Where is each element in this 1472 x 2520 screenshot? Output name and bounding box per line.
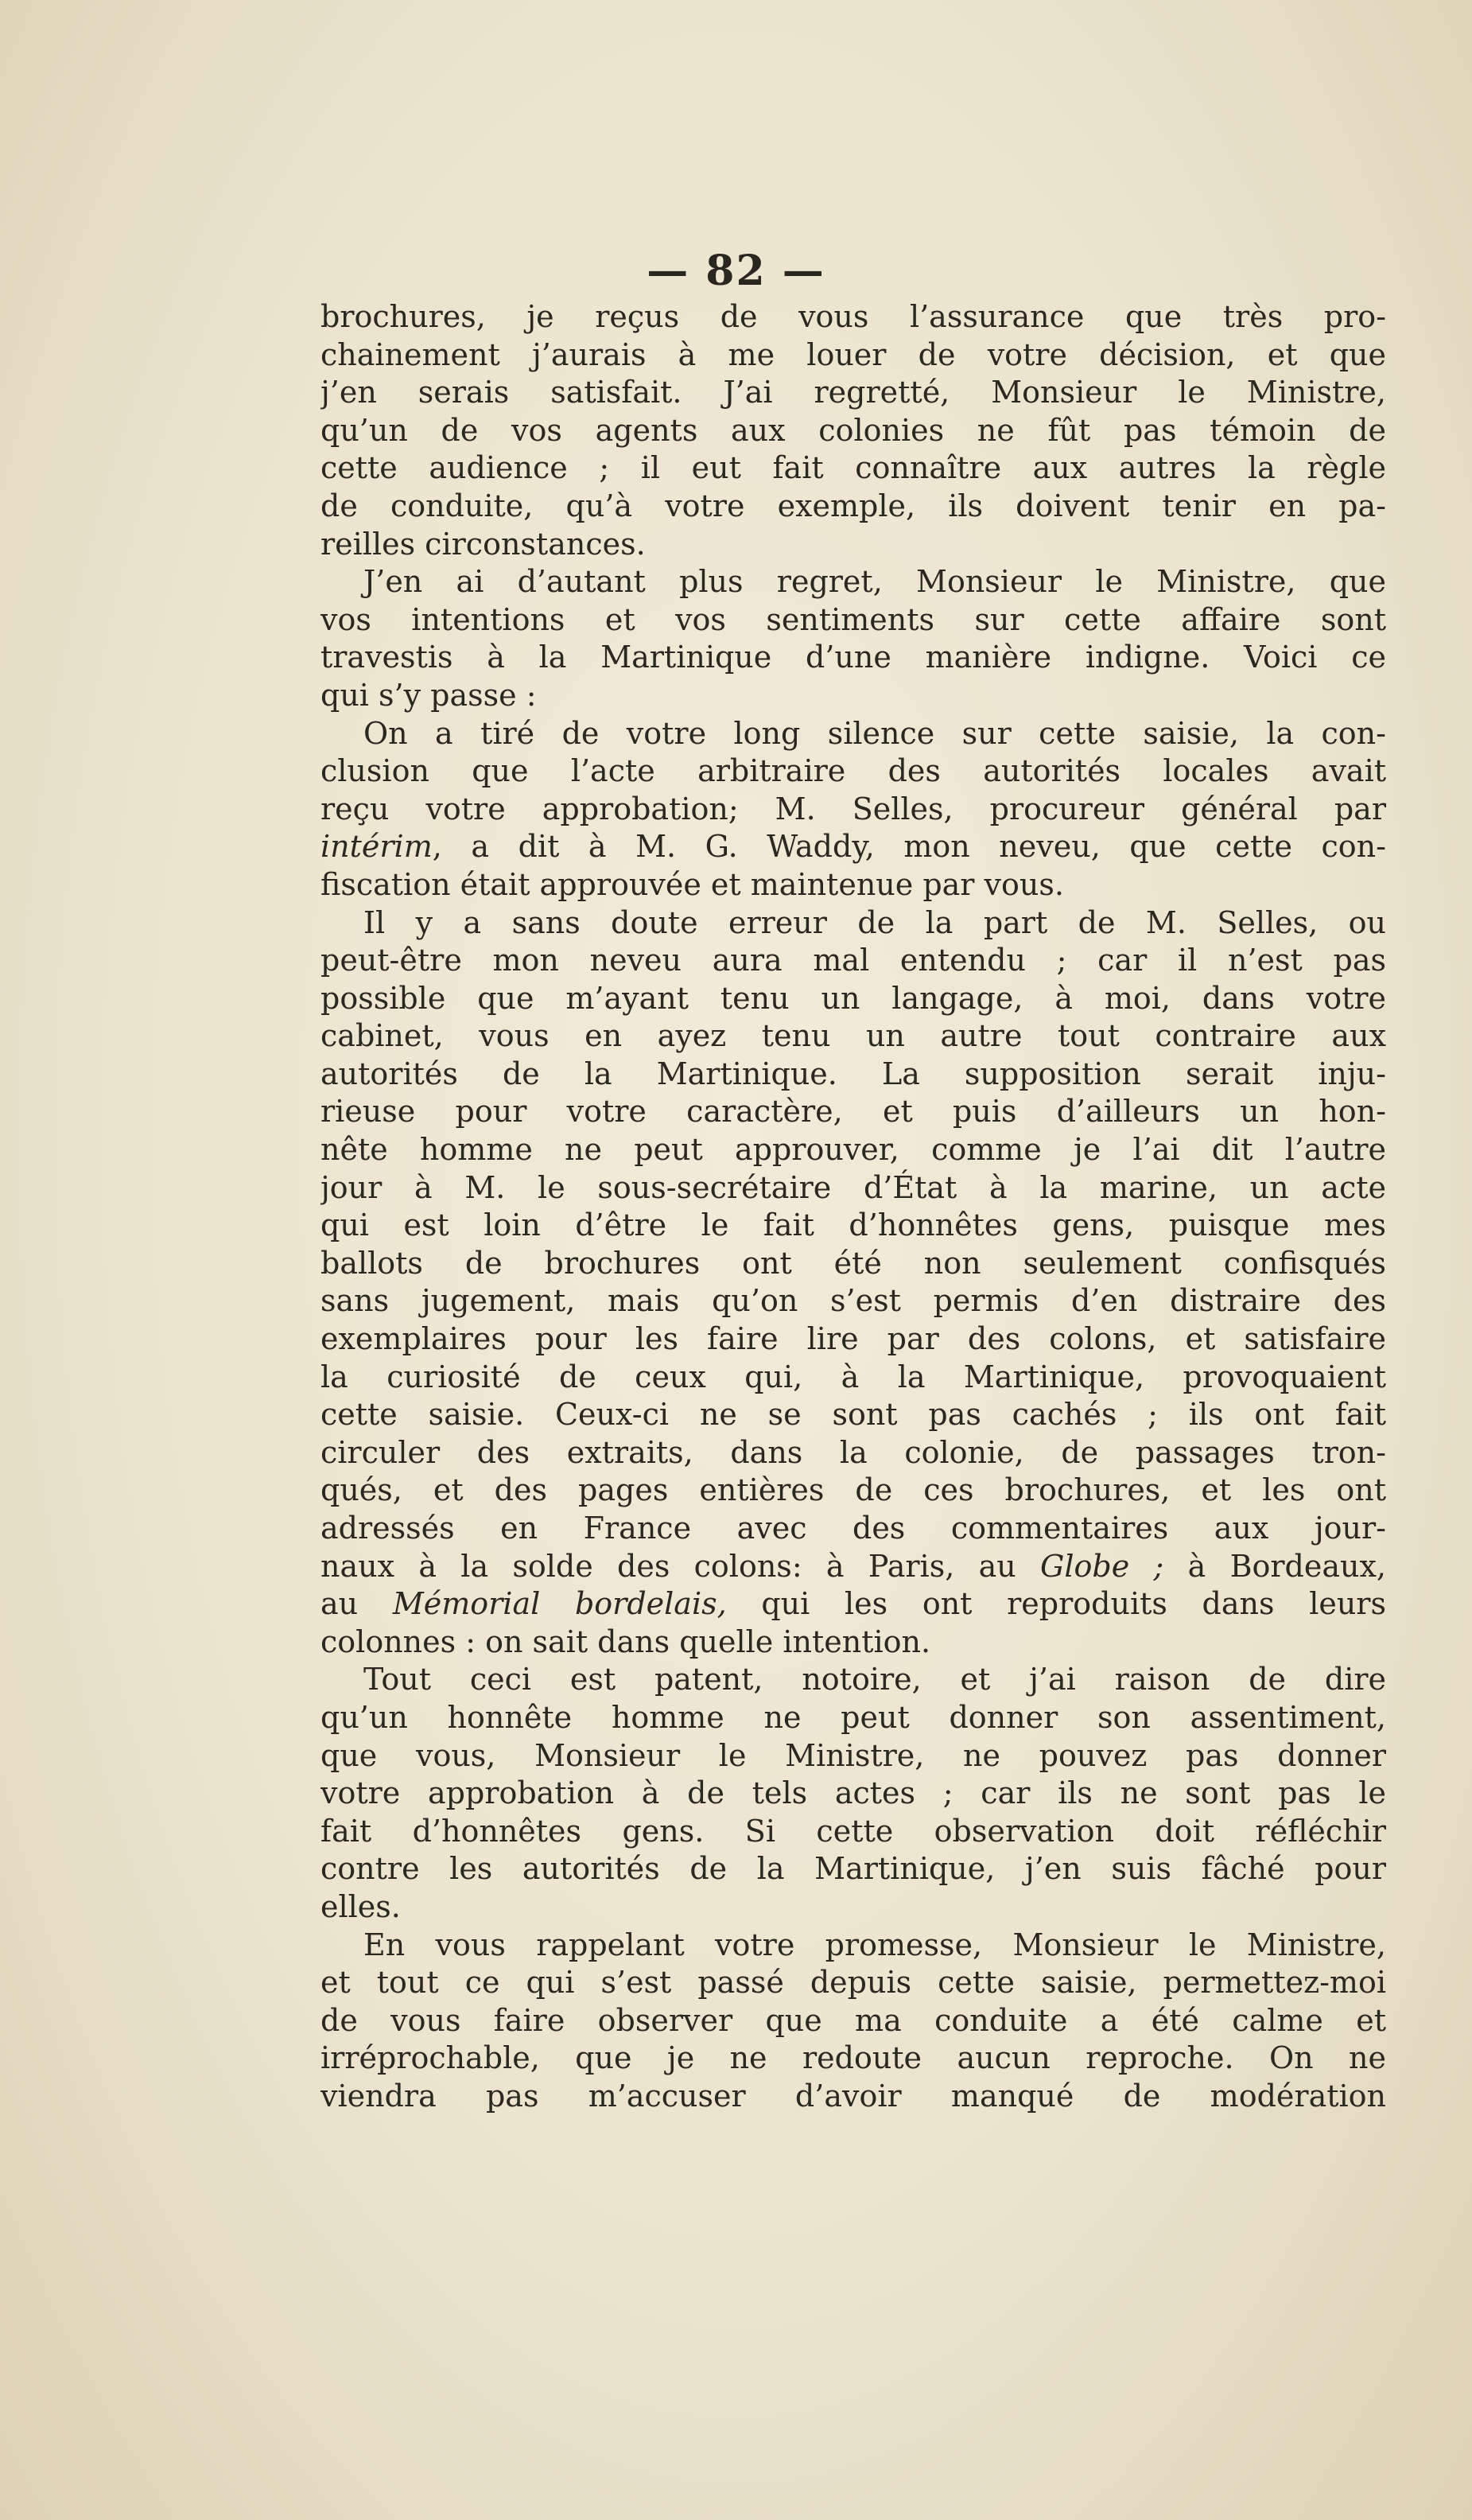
text-segment: reilles circonstances. (320, 526, 646, 562)
text-line (320, 752, 1386, 791)
text-segment: , a dit à M. G. Waddy, mon neveu, que cette con- (432, 829, 1386, 865)
text-line (320, 980, 1386, 1018)
text-line (320, 1585, 1386, 1624)
text-segment: cette audience ; il eut fait connaître aux autres la règle (320, 450, 1386, 486)
text-segment: qui les ont reproduits dans leurs (726, 1586, 1386, 1622)
text-segment: circuler des extraits, dans la colonie, de passages tron- (320, 1434, 1386, 1470)
text-segment: la curiosité de ceux qui, à la Martinique, provoquaient (320, 1359, 1386, 1394)
text-segment: qu’un de vos agents aux colonies ne fût pas témoin de (320, 412, 1386, 448)
text-segment: colonnes : on sait dans quelle intention. (320, 1624, 931, 1659)
text-segment: au (320, 1586, 393, 1622)
text-line (320, 1245, 1386, 1283)
text-segment: ballots de brochures ont été non seulement confisqués (320, 1245, 1386, 1281)
text-line (320, 1510, 1386, 1548)
text-line (320, 563, 1386, 601)
text-line (320, 828, 1386, 866)
text-segment: viendra pas m’accuser d’avoir manqué de modération (320, 2078, 1386, 2114)
text-line (320, 1964, 1386, 2002)
text-segment: peut-être mon neveu aura mal entendu ; car il n’est pas (320, 943, 1386, 978)
text-segment: qui est loin d’être le fait d’honnêtes gens, puisque mes (320, 1208, 1386, 1243)
text-line (320, 526, 1386, 564)
text-segment: clusion que l’acte arbitraire des autorités locales avait (320, 753, 1386, 789)
italic-text: Globe ; (1040, 1548, 1164, 1584)
text-line (320, 1472, 1386, 1510)
text-segment: elles. (320, 1888, 401, 1924)
text-line (320, 1359, 1386, 1397)
text-segment: brochures, je reçus de vous l’assurance que très pro- (320, 299, 1386, 334)
text-segment: à Bordeaux, (1163, 1548, 1386, 1584)
text-segment: travestis à la Martinique d’une manière indigne. Voici ce (320, 640, 1386, 675)
text-line (320, 374, 1386, 412)
text-line (320, 2002, 1386, 2040)
text-segment: En vous rappelant votre promesse, Monsieur le Ministre, (363, 1927, 1386, 1962)
text-segment: Tout ceci est patent, notoire, et j’ai raison de dire (363, 1662, 1386, 1698)
text-line (320, 1396, 1386, 1434)
text-segment: que vous, Monsieur le Ministre, ne pouvez pas donner (320, 1737, 1386, 1773)
text-line (320, 1434, 1386, 1472)
text-line (320, 1548, 1386, 1586)
text-line (320, 904, 1386, 943)
text-segment: J’en ai d’autant plus regret, Monsieur le Ministre, que (363, 564, 1386, 600)
text-segment: nête homme ne peut approuver, comme je l’ai dit l’autre (320, 1132, 1386, 1168)
text-segment: qués, et des pages entières de ces brochures, et les ont (320, 1472, 1386, 1508)
text-line (320, 1661, 1386, 1699)
italic-text: intérim (320, 829, 433, 865)
text-line (320, 1056, 1386, 1094)
text-segment: contre les autorités de la Martinique, j’en suis fâché pour (320, 1851, 1386, 1887)
italic-text: Mémorial bordelais, (392, 1586, 727, 1622)
text-line (320, 791, 1386, 829)
text-line (320, 1813, 1386, 1851)
page-number: — 82 — (647, 247, 825, 295)
text-segment: de conduite, qu’à votre exemple, ils doivent tenir en pa- (320, 488, 1386, 523)
text-line (320, 866, 1386, 904)
text-segment: Il y a sans doute erreur de la part de M. Selles, ou (363, 904, 1386, 940)
text-segment: reçu votre approbation; M. Selles, procureur général par (320, 791, 1386, 826)
text-segment: fait d’honnêtes gens. Si cette observation doit réfléchir (320, 1813, 1386, 1849)
text-segment: rieuse pour votre caractère, et puis d’ailleurs un hon- (320, 1094, 1386, 1130)
text-line (320, 1624, 1386, 1662)
text-segment: adressés en France avec des commentaires aux jour- (320, 1511, 1386, 1546)
text-segment: fiscation était approuvée et maintenue par vous. (320, 866, 1064, 902)
text-segment: cette saisie. Ceux-ci ne se sont pas cachés ; ils ont fait (320, 1397, 1386, 1433)
text-segment: jour à M. le sous-secrétaire d’État à la marine, un acte (320, 1169, 1386, 1205)
text-segment: vos intentions et vos sentiments sur cette affaire sont (320, 601, 1386, 637)
text-line (320, 1169, 1386, 1208)
text-line (320, 298, 1386, 336)
text-segment: et tout ce qui s’est passé depuis cette saisie, permettez-moi (320, 1965, 1386, 2001)
text-line (320, 715, 1386, 753)
text-line (320, 449, 1386, 488)
text-segment: qu’un honnête homme ne peut donner son assentiment, (320, 1699, 1386, 1735)
text-segment: naux à la solde des colons: à Paris, au (320, 1548, 1041, 1584)
text-line (320, 2078, 1386, 2116)
text-line (320, 488, 1386, 526)
text-line (320, 1017, 1386, 1056)
text-line (320, 1775, 1386, 1813)
text-segment: de vous faire observer que ma conduite a été calme et (320, 2002, 1386, 2038)
text-segment: j’en serais satisfait. J’ai regretté, Monsieur le Ministre, (320, 375, 1386, 410)
body-text (320, 298, 1386, 2116)
text-line (320, 1207, 1386, 1245)
text-line (320, 336, 1386, 375)
text-segment: votre approbation à de tels actes ; car ils ne sont pas le (320, 1775, 1386, 1811)
text-line (320, 1320, 1386, 1359)
text-line (320, 677, 1386, 715)
text-segment: On a tiré de votre long silence sur cette saisie, la con- (363, 715, 1386, 751)
text-line (320, 1850, 1386, 1888)
text-segment: chainement j’aurais à me louer de votre décision, et que (320, 336, 1386, 372)
text-segment: qui s’y passe : (320, 677, 537, 713)
text-line (320, 1282, 1386, 1320)
text-line (320, 1737, 1386, 1775)
text-line (320, 1888, 1386, 1927)
text-line (320, 2040, 1386, 2078)
text-line (320, 412, 1386, 450)
text-segment: irréprochable, que je ne redoute aucun reproche. On ne (320, 2040, 1386, 2076)
text-segment: cabinet, vous en ayez tenu un autre tout contraire aux (320, 1018, 1386, 1054)
text-line (320, 1131, 1386, 1169)
text-line (320, 1699, 1386, 1737)
text-line (320, 1927, 1386, 1965)
text-segment: possible que m’ayant tenu un langage, à moi, dans votre (320, 980, 1386, 1016)
text-line (320, 639, 1386, 677)
text-line (320, 942, 1386, 980)
text-line (320, 601, 1386, 640)
text-line (320, 1093, 1386, 1131)
text-segment: sans jugement, mais qu’on s’est permis d’en distraire des (320, 1283, 1386, 1319)
text-segment: exemplaires pour les faire lire par des colons, et satisfaire (320, 1321, 1386, 1357)
text-segment: autorités de la Martinique. La supposition serait inju- (320, 1056, 1386, 1091)
